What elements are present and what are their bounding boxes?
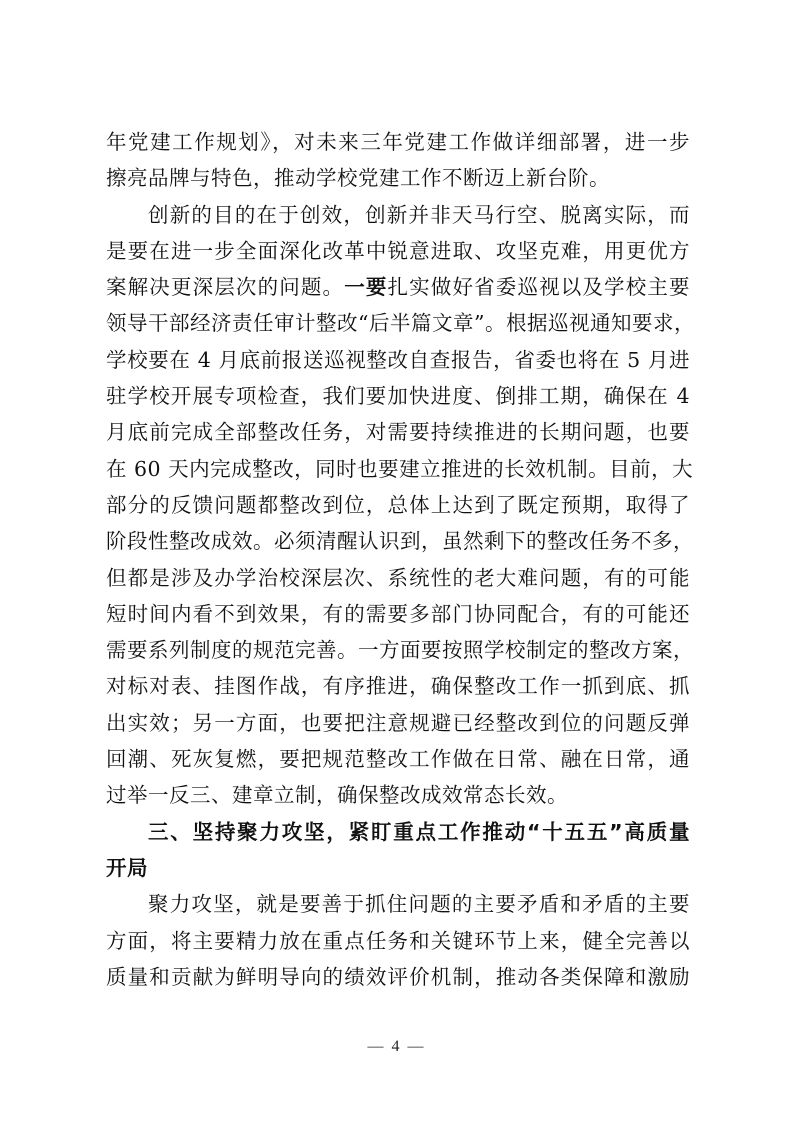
text-line: 月底前完成全部整改任务，对需要持续推进的长期问题，也要 <box>106 420 690 445</box>
emphasis-label: 一要 <box>344 275 388 300</box>
section-heading: 开局 <box>106 855 148 880</box>
text-line: 但都是涉及办学治校深层次、系统性的老大难问题，有的可能 <box>106 565 690 590</box>
text-line: 阶段性整改成效。必须清醒认识到，虽然剩下的整改任务不多， <box>106 529 694 554</box>
text-span: 案解决更深层次的问题。 <box>106 275 345 300</box>
text-line: 擦亮品牌与特色，推动学校党建工作不断迈上新台阶。 <box>106 166 610 191</box>
text-line: 部分的反馈问题都整改到位，总体上达到了既定预期，取得了 <box>106 492 690 517</box>
text-line: 过举一反三、建章立制，确保整改成效常态长效。 <box>106 783 568 808</box>
text-line: 学校要在 4 月底前报送巡视整改自查报告，省委也将在 5 月进 <box>106 347 690 372</box>
page-number: — 4 — <box>367 1038 426 1055</box>
text-line: 对标对表、挂图作战，有序推进，确保整改工作一抓到底、抓 <box>106 674 690 699</box>
text-line: 回潮、死灰复燃，要把规范整改工作做在日常、融在日常，通 <box>106 747 690 772</box>
text-line: 需要系列制度的规范完善。一方面要按照学校制定的整改方案， <box>106 638 694 663</box>
text-line: 年党建工作规划》，对未来三年党建工作做详细部署，进一步 <box>106 130 690 154</box>
text-line: 聚力攻坚，就是要善于抓住问题的主要矛盾和矛盾的主要 <box>148 892 690 917</box>
text-line: 质量和贡献为鲜明导向的绩效评价机制，推动各类保障和激励 <box>106 964 690 989</box>
text-line: 出实效；另一方面，也要把注意规避已经整改到位的问题反弹 <box>106 710 690 735</box>
text-line: 短时间内看不到效果，有的需要多部门协同配合，有的可能还 <box>106 601 690 626</box>
text-line: 驻学校开展专项检查，我们要加快进度、倒排工期，确保在 4 <box>106 384 690 409</box>
text-line: 方面，将主要精力放在重点任务和关键环节上来，健全完善以 <box>106 928 690 953</box>
section-heading: 三、坚持聚力攻坚，紧盯重点工作推动“十五五”高质量 <box>148 819 690 844</box>
text-line: 在 60 天内完成整改，同时也要建立推进的长效机制。目前，大 <box>106 456 694 481</box>
text-line: 领导干部经济责任审计整改“后半篇文章”。根据巡视通知要求， <box>106 311 695 336</box>
text-line <box>106 269 690 305</box>
document-body <box>106 124 695 995</box>
text-line: 是要在进一步全面深化改革中锐意进取、攻坚克难，用更优方 <box>106 238 690 263</box>
text-line: 创新的目的在于创效，创新并非天马行空、脱离实际，而 <box>148 202 690 227</box>
text-span: 扎实做好省委巡视以及学校主要 <box>387 275 691 300</box>
